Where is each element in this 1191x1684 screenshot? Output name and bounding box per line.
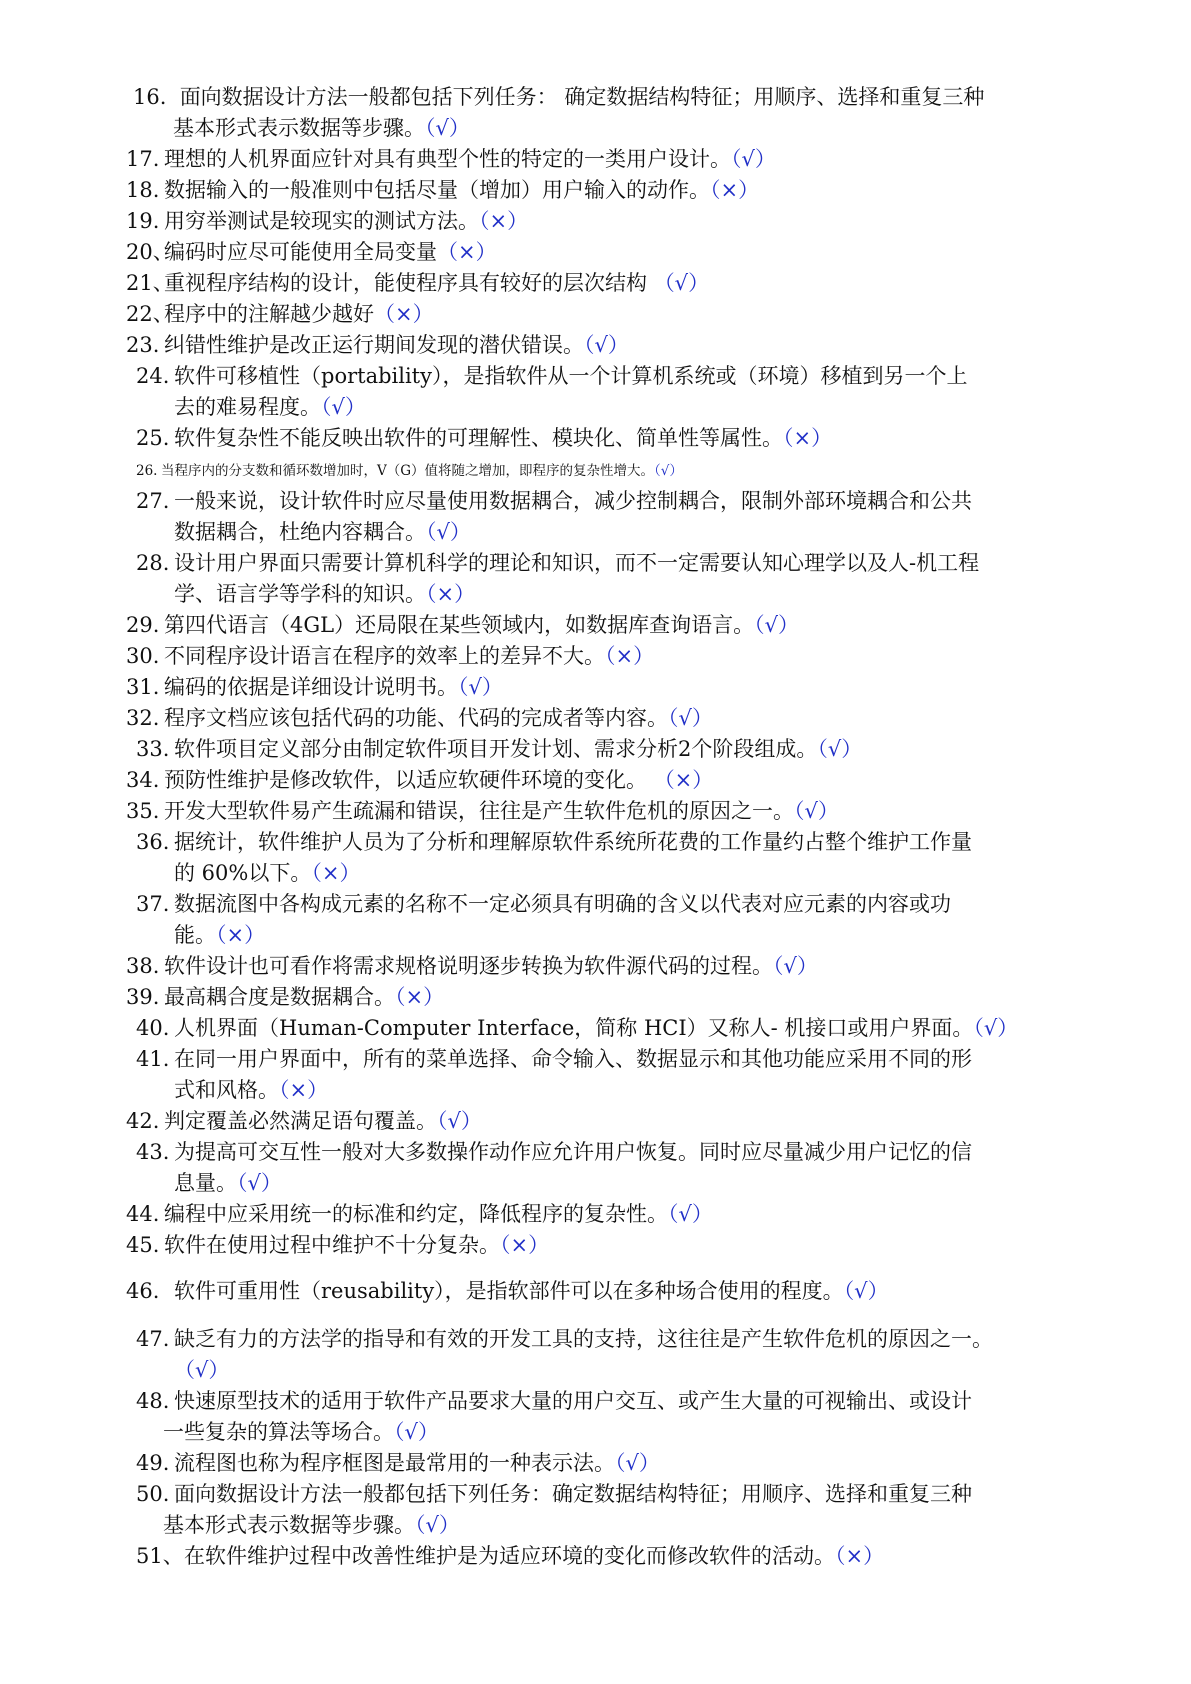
item-text-continued: 去的难易程度。 — [174, 395, 321, 419]
answer-mark: （×） — [479, 209, 529, 233]
item-number: 18. — [126, 178, 160, 202]
answer-mark: （√） — [843, 1279, 889, 1303]
list-item — [136, 548, 979, 610]
item-text: 面向数据设计方法一般都包括下列任务：确定数据结构特征；用顺序、选择和重复三种 — [174, 1482, 972, 1506]
answer-mark: （√） — [437, 1109, 482, 1133]
item-number: 47. — [136, 1327, 170, 1351]
item-text-continued: 息量。 — [174, 1171, 237, 1195]
list-item — [136, 486, 972, 548]
answer-mark: （×） — [783, 426, 833, 450]
list-item — [126, 144, 776, 175]
item-text: 预防性维护是修改软件，以适应软硬件环境的变化。 — [164, 768, 654, 792]
list-item — [133, 82, 984, 144]
answer-mark: （×） — [605, 644, 655, 668]
list-item — [126, 1230, 549, 1261]
answer-mark: （√） — [425, 116, 470, 140]
item-text: 数据流图中各构成元素的名称不一定必须具有明确的含义以代表对应元素的内容或功 — [174, 892, 951, 916]
answer-mark: （√） — [668, 1202, 713, 1226]
item-text: 软件设计也可看作将需求规格说明逐步转换为软件源代码的过程。 — [164, 954, 773, 978]
answer-mark: （√） — [615, 1451, 660, 1475]
list-item — [126, 765, 713, 796]
answer-mark: （√） — [653, 271, 710, 295]
answer-mark: （√） — [773, 954, 818, 978]
item-number: 17. — [126, 147, 160, 171]
item-number: 32. — [126, 706, 160, 730]
item-text: 为提高可交互性一般对大多数操作动作应允许用户恢复。同时应尽量减少用户记忆的信 — [174, 1140, 972, 1164]
list-item — [126, 641, 654, 672]
item-number: 40. — [136, 1016, 170, 1040]
list-item — [136, 1448, 660, 1479]
item-text: 面向数据设计方法一般都包括下列任务： 确定数据结构特征；用顺序、选择和重复三种 — [179, 85, 985, 109]
item-number: 46. — [126, 1279, 160, 1303]
list-item — [126, 951, 818, 982]
item-text: 缺乏有力的方法学的指导和有效的开发工具的支持，这往往是产生软件危机的原因之一。 — [174, 1327, 993, 1351]
list-item — [126, 330, 629, 361]
item-number: 31. — [126, 675, 160, 699]
item-number: 21、 — [126, 271, 174, 295]
item-number: 42. — [126, 1109, 160, 1133]
item-number: 36. — [136, 830, 170, 854]
list-item — [136, 461, 683, 481]
list-item — [136, 889, 951, 951]
answer-mark: （√） — [584, 333, 629, 357]
item-text-continued: 式和风格。 — [174, 1078, 279, 1102]
answer-mark: （×） — [374, 302, 434, 326]
item-text: 软件可移植性（portability），是指软件从一个计算机系统或（环境）移植到另一个上 — [174, 364, 968, 388]
answer-mark: （×） — [279, 1078, 329, 1102]
item-text: 纠错性维护是改正运行期间发现的潜伏错误。 — [164, 333, 584, 357]
item-text-continued: 基本形式表示数据等步骤。 — [163, 1513, 415, 1537]
item-text: 不同程序设计语言在程序的效率上的差异不大。 — [164, 644, 605, 668]
item-text: 开发大型软件易产生疏漏和错误，往往是产生软件危机的原因之一。 — [164, 799, 794, 823]
list-item — [126, 268, 709, 299]
answer-mark: （×） — [395, 985, 445, 1009]
list-item — [136, 1386, 972, 1448]
item-text-continued: 学、语言学等学科的知识。 — [174, 582, 426, 606]
item-text: 编码的依据是详细设计说明书。 — [164, 675, 458, 699]
answer-mark: （√） — [668, 706, 713, 730]
list-item — [126, 982, 444, 1013]
answer-mark: （×） — [835, 1544, 885, 1568]
item-number: 45. — [126, 1233, 160, 1257]
answer-mark: （×） — [426, 582, 476, 606]
item-number: 44. — [126, 1202, 160, 1226]
item-number: 20、 — [126, 240, 174, 264]
item-text: 用穷举测试是较现实的测试方法。 — [164, 209, 479, 233]
item-number: 38. — [126, 954, 160, 978]
item-number: 28. — [136, 551, 170, 575]
answer-mark: （√） — [426, 520, 471, 544]
answer-mark: （√） — [174, 1358, 230, 1382]
item-number: 26. — [136, 463, 158, 479]
list-item — [126, 1106, 482, 1137]
item-text: 编码时应尽可能使用全局变量 — [164, 240, 437, 264]
list-item — [126, 206, 528, 237]
item-number: 39. — [126, 985, 160, 1009]
answer-mark: （√） — [731, 147, 776, 171]
item-text: 人机界面（Human-Computer Interface，简称 HCI）又称人- 机接口或用户界面。 — [174, 1016, 974, 1040]
list-item — [136, 734, 862, 765]
item-text: 软件在使用过程中维护不十分复杂。 — [164, 1233, 500, 1257]
list-item — [126, 1276, 889, 1307]
list-item — [136, 827, 972, 889]
item-number: 29. — [126, 613, 160, 637]
item-text: 数据输入的一般准则中包括尽量（增加）用户输入的动作。 — [164, 178, 710, 202]
item-text: 据统计，软件维护人员为了分析和理解原软件系统所花费的工作量约占整个维护工作量 — [174, 830, 972, 854]
item-number: 25. — [136, 426, 170, 450]
item-number: 19. — [126, 209, 160, 233]
list-item — [126, 703, 713, 734]
item-text: 重视程序结构的设计，能使程序具有较好的层次结构 — [164, 271, 654, 295]
list-item — [136, 1324, 993, 1386]
answer-mark: （×） — [311, 861, 361, 885]
item-number: 41. — [136, 1047, 170, 1071]
item-number: 49. — [136, 1451, 170, 1475]
list-item — [126, 610, 799, 641]
item-text-continued: 能。 — [174, 923, 216, 947]
item-text-continued: 数据耦合，杜绝内容耦合。 — [174, 520, 426, 544]
answer-mark: （×） — [710, 178, 760, 202]
item-text: 理想的人机界面应针对具有典型个性的特定的一类用户设计。 — [164, 147, 731, 171]
answer-mark: （√） — [394, 1420, 439, 1444]
answer-mark: （√） — [817, 737, 863, 761]
list-item — [126, 796, 839, 827]
item-text-continued: 的 60%以下。 — [174, 861, 312, 885]
list-item — [136, 1013, 1018, 1044]
item-text: 软件可重用性（reusability），是指软部件可以在多种场合使用的程度。 — [174, 1279, 844, 1303]
item-number: 48. — [136, 1389, 170, 1413]
item-text: 程序中的注解越少越好 — [164, 302, 374, 326]
item-number: 50. — [136, 1482, 170, 1506]
item-text: 第四代语言（4GL）还局限在某些领域内，如数据库查询语言。 — [164, 613, 755, 637]
item-text: 软件项目定义部分由制定软件项目开发计划、需求分析2个阶段组成。 — [174, 737, 818, 761]
item-text: 流程图也称为程序框图是最常用的一种表示法。 — [174, 1451, 615, 1475]
list-item — [126, 672, 503, 703]
item-number: 22、 — [126, 302, 174, 326]
answer-mark: （√） — [415, 1513, 460, 1537]
item-text: 最高耦合度是数据耦合。 — [164, 985, 395, 1009]
list-item — [136, 423, 832, 454]
item-number: 34. — [126, 768, 160, 792]
item-text: 在软件维护过程中改善性维护是为适应环境的变化而修改软件的活动。 — [184, 1544, 835, 1568]
list-item — [126, 1199, 713, 1230]
answer-mark: （×） — [500, 1233, 550, 1257]
item-number: 27. — [136, 489, 170, 513]
list-item — [136, 1541, 884, 1572]
list-item — [126, 237, 497, 268]
item-number: 16. — [133, 85, 167, 109]
item-text: 设计用户界面只需要计算机科学的理论和知识，而不一定需要认知心理学以及人-机工程 — [174, 551, 980, 575]
answer-mark: （√） — [754, 613, 799, 637]
answer-mark: （√） — [973, 1016, 1019, 1040]
item-text: 快速原型技术的适用于软件产品要求大量的用户交互、或产生大量的可视输出、或设计 — [174, 1389, 972, 1413]
item-number: 30. — [126, 644, 160, 668]
list-item — [126, 299, 434, 330]
item-number: 33. — [136, 737, 170, 761]
answer-mark: （√） — [237, 1171, 282, 1195]
item-text-continued: 一些复杂的算法等场合。 — [163, 1420, 394, 1444]
item-number: 35. — [126, 799, 160, 823]
item-number: 23. — [126, 333, 160, 357]
item-text: 在同一用户界面中，所有的菜单选择、命令输入、数据显示和其他功能应采用不同的形 — [174, 1047, 972, 1071]
answer-mark: （√） — [794, 799, 839, 823]
item-number: 24. — [136, 364, 170, 388]
item-number: 43. — [136, 1140, 170, 1164]
list-item — [136, 361, 967, 423]
list-item — [136, 1137, 972, 1199]
answer-mark: （√） — [321, 395, 366, 419]
answer-mark: （√） — [654, 463, 683, 479]
item-number: 51、 — [136, 1544, 184, 1568]
item-text: 程序文档应该包括代码的功能、代码的完成者等内容。 — [164, 706, 668, 730]
item-text: 当程序内的分支数和循环数增加时，V（G）值将随之增加，即程序的复杂性增大。 — [161, 463, 655, 479]
answer-mark: （×） — [653, 768, 714, 792]
item-number: 37. — [136, 892, 170, 916]
answer-mark: （√） — [458, 675, 503, 699]
list-item — [136, 1044, 972, 1106]
answer-mark: （×） — [437, 240, 497, 264]
item-text-continued: 基本形式表示数据等步骤。 — [173, 116, 425, 140]
item-text: 软件复杂性不能反映出软件的可理解性、模块化、简单性等属性。 — [174, 426, 783, 450]
list-item — [126, 175, 759, 206]
list-item — [136, 1479, 972, 1541]
item-text: 判定覆盖必然满足语句覆盖。 — [164, 1109, 437, 1133]
item-text: 编程中应采用统一的标准和约定，降低程序的复杂性。 — [164, 1202, 668, 1226]
answer-mark: （×） — [216, 923, 266, 947]
item-text: 一般来说，设计软件时应尽量使用数据耦合，减少控制耦合，限制外部环境耦合和公共 — [174, 489, 972, 513]
